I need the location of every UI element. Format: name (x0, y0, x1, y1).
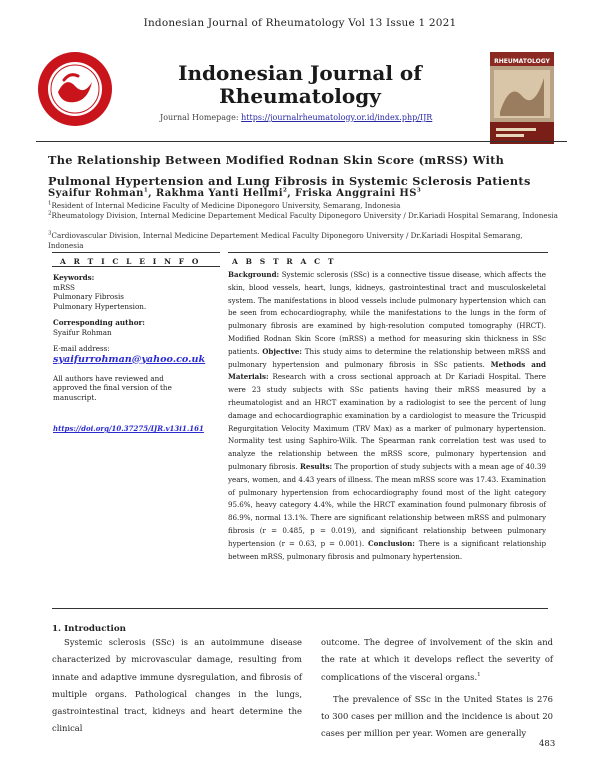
methods-label: Methods and Materials: (228, 359, 546, 382)
email-link[interactable]: syaifurrohman@yahoo.co.uk (53, 353, 206, 365)
background-label: Background: (228, 270, 280, 279)
corresponding-author-name: Syaifur Rohman (53, 327, 112, 337)
corresponding-author-label: Corresponding author: (53, 318, 145, 327)
email-label: E-mail address: (53, 344, 110, 353)
keyword: Pulmonary Hypertension. (53, 301, 147, 311)
intro-right-para-1: outcome. The degree of involvement of the skin and the rate at which it develops reflect the severity of complications of the visceral organs. (321, 637, 553, 682)
cover-title: RHEUMATOLOGY (494, 58, 550, 65)
methods-text: Research with a cross sectional approach at Dr Kariadi Hospital. There were 23 study subjects with SSc patients having their mRSS measured by a rheumatologist and an HRCT examination by a radiologist to see the percent of lung damage and echocardiographic examination by a cardiologist to measure the Tricuspid Regurgitation Velocity Maximum (TRV Max) as a marker of pulmonary hypertension. Normality test using Saphiro-Wilk. The Spearman rank correlation test was used to analyze the relationship between the mRSS score, pulmonary hypertension and pulmonary fibrosis. (228, 372, 546, 471)
journal-cover-image (490, 52, 554, 144)
article-info-heading: A R T I C L E I N F O (60, 257, 202, 266)
objective-label: Objective: (262, 346, 302, 356)
introduction-heading: 1. Introduction (52, 624, 126, 634)
objective-text: This study aims to determine the relationship between mRSS and pulmonary hypertension and pulmonary fibrosis in SSc patients. (228, 346, 546, 369)
affiliation-2: $^2$Rheumatology Division, Internal Medicine Departement Medical Faculty Diponegoro University / Dr.Kariadi Hospital Semarang, Indonesia (48, 210, 558, 220)
conclusion-text: There is a significant relationship between mRSS, pulmonary fibrosis and pulmonary hypertension. (228, 538, 546, 561)
author-1: Syaifur Rohman (48, 188, 144, 199)
author-3: , Friska Anggraini HS (287, 188, 417, 199)
abstract-text (228, 269, 546, 563)
article-info-rule (52, 252, 220, 253)
header-rule (36, 141, 567, 142)
homepage-link[interactable]: https://journalrheumatology.or.id/index.php/IJR (241, 113, 433, 122)
abstract-heading: A B S T R A C T (232, 257, 337, 266)
keyword: Pulmonary Fibrosis (53, 292, 124, 301)
abstract-bottom-rule (52, 608, 548, 609)
affiliation-3: $^3$Cardiovascular Division, Internal Medicine Departement Medical Faculty Diponegoro University / Dr.Kariadi Hospital Semarang, Indonesia (48, 230, 523, 250)
results-text: The proportion of study subjects with a mean age of 40.39 years, women, and 4.43 years of illness. The mean mRSS score was 17.43. Examination of pulmonary hypertension from echocardiography found most of the light category 95.6%, heavy category 4.4%, while the HRCT examination found pulmonary fibrosis of 86.9%, normal 13.1%. There are significant relationship between mRSS and pulmonary fibrosis (r = 0.485, p = 0.019), and significant relationship between pulmonary hypertension (r = 0.63, p = 0.001). (228, 461, 546, 548)
author-list: Syaifur Rohman$^1$, Rakhma Yanti Hellmi$^2$, Friska Anggraini $HS^3$ (48, 187, 422, 199)
running-head: Indonesian Journal of Rheumatology Vol 13 Issue 1 2021 (143, 17, 457, 29)
journal-title: Indonesian Journal of Rheumatology (178, 61, 422, 108)
journal-homepage (160, 113, 460, 122)
keywords-label: Keywords: (53, 273, 95, 282)
intro-right-para-2: The prevalence of SSc in the United States is 276 to 300 cases per million and the incidence is about 20 cases per million per year. Women are generally (321, 693, 553, 739)
page-number: 483 (539, 739, 556, 749)
introduction-right-column: outcome. The degree of involvement of the skin and the rate at which it develops reflect the severity of complications of the visceral organs.$^1$ The prevalence of SSc in the United States is 276 to 300 cases per million and the incidence is about 20 cases per million per year. Women are generally (321, 634, 553, 743)
doi-link[interactable]: https://doi.org/10.37275/IJR.v13i1.161 (53, 424, 204, 433)
homepage-label: Journal Homepage: (160, 113, 239, 122)
author-2: , Rakhma Yanti Hellmi (148, 188, 283, 199)
approval-note: All authors have reviewed and approved the final version of the manuscript. (53, 373, 172, 402)
article-title: The Relationship Between Modified Rodnan Skin Score (mRSS) With Pulmonal Hypertension and Lung Fibrosis in Systemic Sclerosis Patients (48, 153, 531, 188)
abstract-rule (228, 252, 548, 253)
article-info-panel (53, 268, 223, 434)
keyword: mRSS (53, 282, 75, 292)
background-text: Systemic sclerosis (SSc) is a connective tissue disease, which affects the skin, blood vessels, heart, lungs, kidneys, gastrointestinal tract and musculoskeletal system. The manifestations in blood vessels include pulmonary hypertension which can be seen from echocardiography, while the manifestations to the lungs in the form of pulmonary fibrosis are examined by high-resolution computed tomography (HRCT). Modified Rodnan Skin Score (mRSS) a method for measuring skin thickness in SSc patients. (228, 270, 546, 356)
society-logo (36, 50, 114, 128)
results-label: Results: (300, 461, 333, 471)
article-info-subrule (52, 266, 220, 267)
introduction-left-column: Systemic sclerosis (SSc) is an autoimmune disease characterized by microvascular damage, resulting from innate and adaptive immune dysregulation, and fibrosis of multiple organs. Pathological changes in the lungs, gastrointestinal tract, kidneys and heart determine the clinical (52, 637, 302, 734)
conclusion-label: Conclusion: (367, 538, 415, 548)
affiliation-1: $^1$Resident of Internal Medicine Faculty of Medicine Diponegoro University, Semarang, Indonesia (48, 200, 401, 210)
